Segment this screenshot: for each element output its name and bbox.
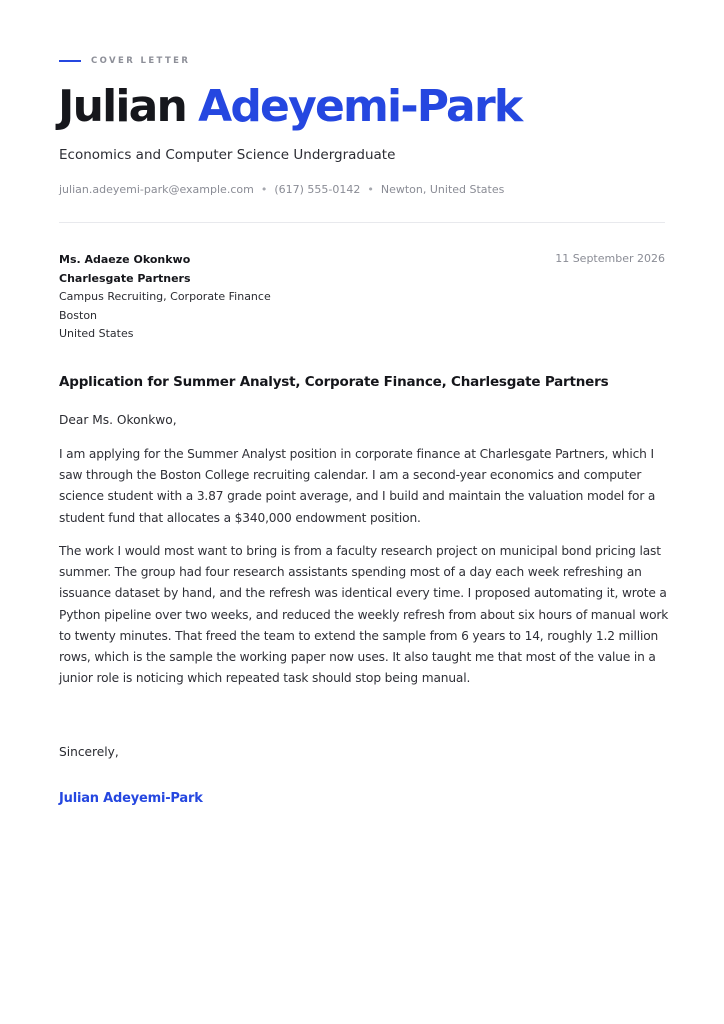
last-name: Adeyemi-Park <box>198 81 522 132</box>
recipient-department: Campus Recruiting, Corporate Finance <box>59 290 271 303</box>
applicant-name <box>58 80 521 134</box>
recipient-city: Boston <box>59 308 98 322</box>
letter-paragraph-2: The work I would most want to bring is from a faculty research project on municipal bond pricing last summer. The group had four research assistants spending most of a day each week refreshing an issuance dataset by hand, and the refresh was identical every time. I proposed automating it, wrote a Python pipeline over two weeks, and reduced the weekly refresh from about six hours of manual work to twenty minutes. That freed the team to extend the sample from 6 years to 14, roughly 1.2 million rows, which is the sample the working paper now uses. It also taught me that most of the value in a junior role is noticing which repeated task should stop being manual. <box>59 544 669 686</box>
contact-separator: • <box>367 183 374 196</box>
contact-email[interactable]: julian.adeyemi-park@example.com <box>59 183 254 196</box>
contact-separator: • <box>260 183 268 196</box>
eyebrow-label: COVER LETTER <box>91 56 191 66</box>
letter-salutation: Dear Ms. Okonkwo, <box>59 413 177 427</box>
letter-closing: Sincerely, <box>59 745 119 759</box>
contact-location: Newton, United States <box>380 183 505 196</box>
signature: Julian Adeyemi-Park <box>59 791 203 806</box>
eyebrow-accent-line <box>59 60 81 62</box>
recipient-block <box>59 251 271 344</box>
recipient-country: United States <box>59 327 134 340</box>
letter-subject: Application for Summer Analyst, Corporate Finance, Charlesgate Partners <box>59 374 609 390</box>
applicant-subtitle: Economics and Computer Science Undergraduate <box>59 147 396 163</box>
first-name: Julian <box>58 81 187 132</box>
eyebrow <box>59 56 190 66</box>
recipient-name: Ms. Adaeze Okonkwo <box>59 253 191 266</box>
contact-line <box>59 183 504 196</box>
letter-date: 11 September 2026 <box>555 252 665 265</box>
header-divider <box>59 222 665 223</box>
contact-phone[interactable]: (617) 555-0142 <box>274 183 361 196</box>
recipient-company: Charlesgate Partners <box>59 271 191 285</box>
letter-paragraph-1: I am applying for the Summer Analyst position in corporate finance at Charlesgate Partners, which I saw through the Boston College recruiting calendar. I am a second-year economics and computer science student with a 3.87 grade point average, and I build and maintain the valuation model for a student fund that allocates a $340,000 endowment position. <box>59 447 656 525</box>
